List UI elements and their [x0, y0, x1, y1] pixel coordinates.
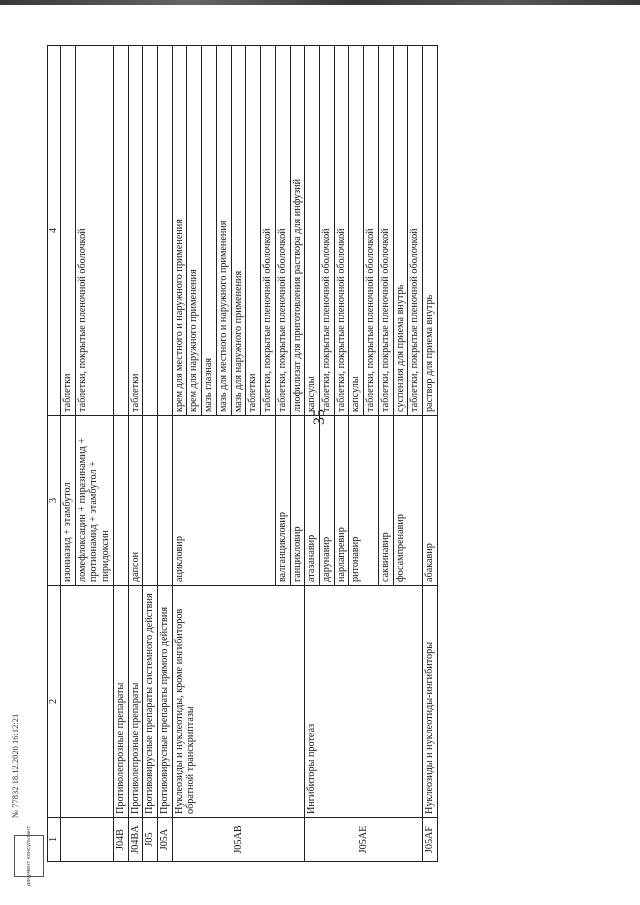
- dosage-form: таблетки, покрытые пленочной оболочкой: [75, 46, 113, 416]
- pharmacological-group: Противовирусные препараты системного действия: [143, 586, 158, 818]
- table-header-row: [48, 46, 61, 862]
- dosage-form: лиофилизат для приготовления раствора для инфузий: [290, 46, 305, 416]
- pharmacological-group: Противовирусные препараты прямого действия: [158, 586, 173, 818]
- column-header: 2: [48, 586, 61, 818]
- table-row: [305, 46, 320, 862]
- dosage-form: мазь для наружного применения: [231, 46, 246, 416]
- pharmacological-group: Противолепрозные препараты: [113, 586, 128, 818]
- active-substance: фосампренавир: [393, 416, 422, 586]
- dosage-form: капсулы: [349, 46, 364, 416]
- atc-code: J05AB: [172, 818, 304, 862]
- dosage-form: раствор для приема внутрь: [422, 46, 437, 416]
- active-substance: валганцикловир: [275, 416, 290, 586]
- table-row: [113, 46, 128, 862]
- pharmacological-group: Нуклеозиды и нуклеотиды-ингибиторы: [422, 586, 437, 818]
- active-substance: атазанавир: [305, 416, 320, 586]
- pharmacological-group: Противолепрозные препараты: [128, 586, 143, 818]
- column-header: 1: [48, 818, 61, 862]
- atc-code: J05AE: [305, 818, 423, 862]
- dosage-form: крем для наружного применения: [187, 46, 202, 416]
- dosage-form: мазь глазная: [202, 46, 217, 416]
- dosage-form: [158, 46, 173, 416]
- column-header: 4: [48, 46, 61, 416]
- pharmacological-group: Ингибиторы протеаз: [305, 586, 423, 818]
- dosage-form: таблетки, покрытые пленочной оболочкой: [319, 46, 334, 416]
- medication-table: [47, 45, 438, 862]
- dosage-form: [113, 46, 128, 416]
- active-substance: дапсон: [128, 416, 143, 586]
- active-substance: саквинавир: [378, 416, 393, 586]
- active-substance: ритонавир: [349, 416, 378, 586]
- column-header: 3: [48, 416, 61, 586]
- dosage-form: капсулы: [305, 46, 320, 416]
- dosage-form: таблетки, покрытые пленочной оболочкой: [275, 46, 290, 416]
- atc-code: J05A: [158, 818, 173, 862]
- dosage-form: таблетки, покрытые пленочной оболочкой: [261, 46, 276, 416]
- page-number: 35: [311, 409, 328, 425]
- document-stamp: документ консультант: [14, 835, 44, 877]
- table-row: [128, 46, 143, 862]
- table-row: [158, 46, 173, 862]
- dosage-form: таблетки: [246, 46, 261, 416]
- active-substance: [143, 416, 158, 586]
- dosage-form: таблетки, покрытые пленочной оболочкой: [364, 46, 379, 416]
- table-row: [143, 46, 158, 862]
- dosage-form: таблетки, покрытые пленочной оболочкой: [378, 46, 393, 416]
- table-row: [61, 46, 76, 862]
- dosage-form: таблетки, покрытые пленочной оболочкой: [408, 46, 423, 416]
- dosage-form: суспензия для приема внутрь: [393, 46, 408, 416]
- active-substance: [113, 416, 128, 586]
- pharmacological-group: [61, 586, 114, 818]
- atc-code: [61, 818, 114, 862]
- table-row: [422, 46, 437, 862]
- pharmacological-group: Нуклеозиды и нуклеотиды, кроме ингибиторов обратной транскриптазы: [172, 586, 304, 818]
- footer-timestamp: № 77832 18.12.2020 16:12:21: [10, 713, 20, 818]
- active-substance: ацикловир: [172, 416, 275, 586]
- atc-code: J04B: [113, 818, 128, 862]
- dosage-form: таблетки, покрытые пленочной оболочкой: [334, 46, 349, 416]
- active-substance: изониазид + этамбутол: [61, 416, 76, 586]
- active-substance: нарлапревир: [334, 416, 349, 586]
- active-substance: ганцикловир: [290, 416, 305, 586]
- dosage-form: таблетки: [128, 46, 143, 416]
- rotated-page: [47, 46, 615, 862]
- active-substance: дарунавир: [319, 416, 334, 586]
- active-substance: [158, 416, 173, 586]
- active-substance: ломефлоксацин + пиразинамид + протионамид + этамбутол + пиридоксин: [75, 416, 113, 586]
- dosage-form: мазь для местного и наружного применения: [216, 46, 231, 416]
- atc-code: J05: [143, 818, 158, 862]
- dosage-form: крем для местного и наружного применения: [172, 46, 187, 416]
- active-substance: абакавир: [422, 416, 437, 586]
- atc-code: J05AF: [422, 818, 437, 862]
- dosage-form: таблетки: [61, 46, 76, 416]
- scan-edge: [0, 0, 640, 5]
- table-row: [172, 46, 187, 862]
- atc-code: J04BA: [128, 818, 143, 862]
- dosage-form: [143, 46, 158, 416]
